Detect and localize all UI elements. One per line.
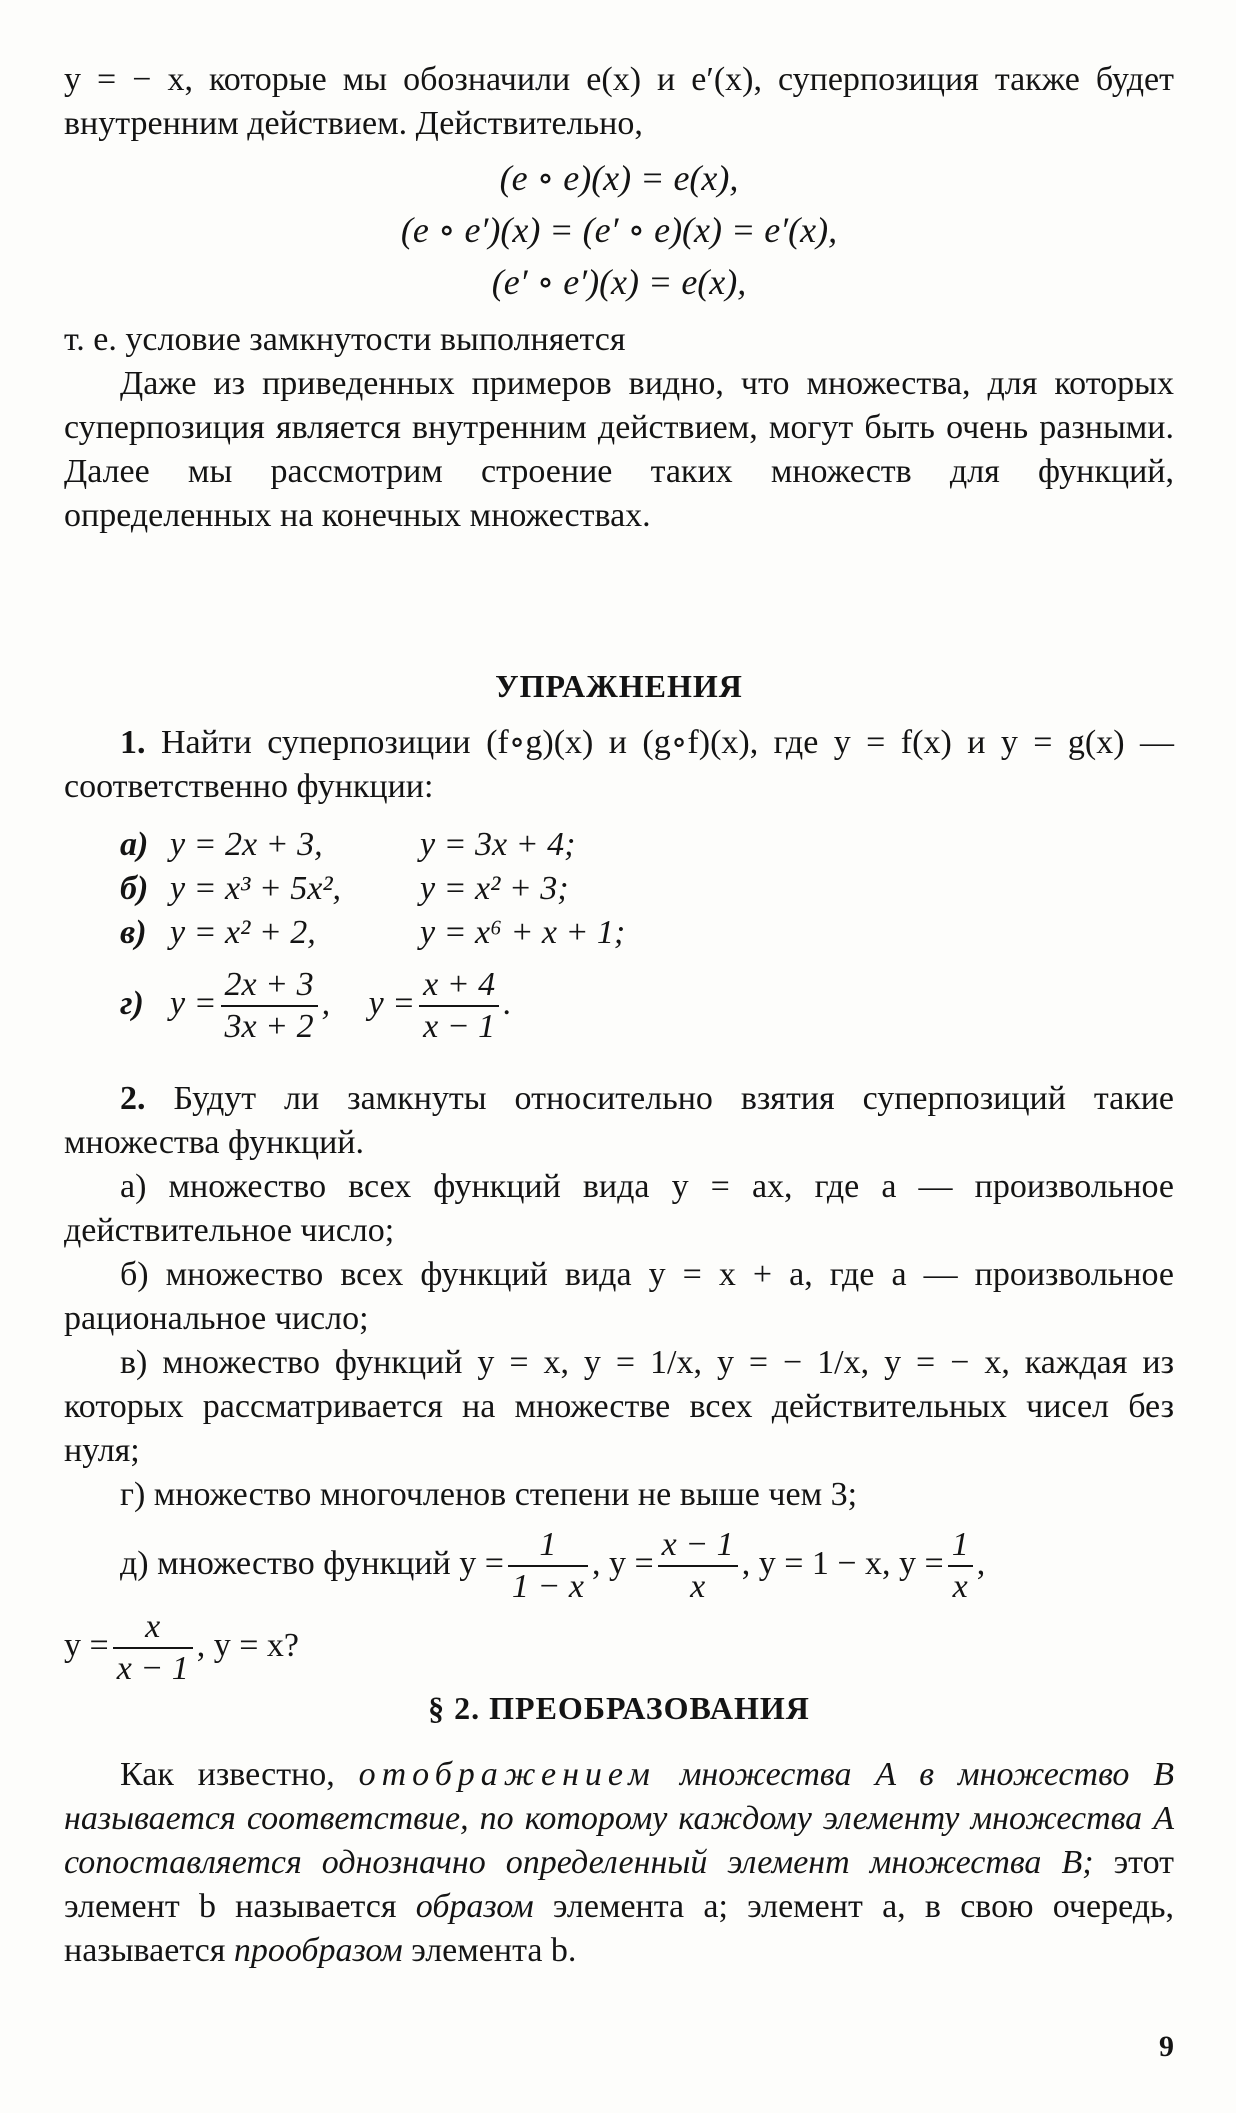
exercise-1-number: 1. [120, 724, 146, 761]
term-image: образом [415, 1888, 534, 1925]
equation-1: (e ∘ e)(x) = e(x), [499, 158, 739, 198]
term-preimage: прообразом [233, 1932, 403, 1969]
section-2-heading: § 2. ПРЕОБРАЗОВАНИЯ [428, 1690, 810, 1726]
exercise-2-d: г) множество многочленов степени не выше чем 3; [120, 1476, 858, 1513]
fraction: $\frac{x + 4}{x - 1}$ [419, 965, 499, 1047]
equation-2: (e ∘ e′)(x) = (e′ ∘ e)(x) = e′(x), [400, 210, 838, 250]
intro-paragraph: Даже из приведенных примеров видно, что множества, для которых суперпозиция является внутренним действием, могут быть очень разными. Далее мы рассмотрим строение таких множеств для функций, определенных на конечных множествах. [64, 365, 1174, 534]
intro-block [64, 58, 1174, 538]
fraction: $\frac{1}{1 - x}$ [508, 1525, 588, 1607]
page-number: 9 [1159, 2030, 1174, 2063]
exercise-1-items [64, 823, 1174, 1047]
exercise-2-number: 2. [120, 1080, 146, 1117]
term-mapping: отображением [358, 1756, 656, 1793]
intro-line: y = − x, которые мы обозначили e(x) и e′(x), суперпозиция также будет внутренним действием. Действительно, [64, 61, 1174, 142]
exercise-1-item-a: а) y = 2x + 3, y = 3x + 4; [120, 826, 576, 863]
equation-3: (e′ ∘ e′)(x) = e(x), [491, 262, 747, 302]
exercise-1-text [64, 721, 1174, 809]
exercise-2-statement: Будут ли замкнуты относительно взятия суперпозиций такие множества функций. [64, 1080, 1175, 1161]
exercise-1-item-d: г) y = $\frac{2x + 3}{3x + 2}$ , y = $\frac{x + 4}{x - 1}$ . [120, 966, 512, 1045]
exercise-1-item-c: в) y = x² + 2, y = x⁶ + x + 1; [120, 914, 626, 951]
fraction: $\frac{x}{x - 1}$ [113, 1607, 193, 1689]
fraction: $\frac{1}{x}$ [948, 1525, 973, 1607]
section-2-paragraph: Как известно, отображением множества A в множество B называется соответствие, по которому каждому элементу множества A сопоставляется однозначно определенный элемент множества B; этот элемент b называется образом элемента a; элемент a, в свою очередь, называется прообразом элемента b. [64, 1756, 1175, 1969]
exercise-2-c: в) множество функций y = x, y = 1/x, y = − 1/x, y = − x, каждая из которых рассматривается на множестве всех действительных чисел без нуля; [64, 1344, 1174, 1469]
exercises-heading: УПРАЖНЕНИЯ [495, 668, 743, 704]
exercise-2-b: б) множество всех функций вида y = x + a, где a — произвольное рациональное число; [64, 1256, 1174, 1337]
exercise-1-statement: Найти суперпозиции (f∘g)(x) и (g∘f)(x), где y = f(x) и y = g(x) — соответственно функции: [64, 724, 1175, 805]
fraction: $\frac{2x + 3}{3x + 2}$ [221, 965, 318, 1047]
section-2-block [64, 1690, 1174, 1973]
exercise-2-e: д) множество функций y = $\frac{1}{1 - x}$ , y = $\frac{x - 1}{x}$ , y = 1 − x, y = $\frac{1}{x}$ , [120, 1526, 986, 1605]
exercise-2-text [64, 1077, 1174, 1165]
closure-line: т. е. условие замкнутости выполняется [64, 321, 626, 358]
fraction: $\frac{x - 1}{x}$ [658, 1525, 738, 1607]
exercises-block [64, 668, 1174, 1689]
exercise-2-e-line2: y = $\frac{x}{x - 1}$ , y = x? [64, 1608, 299, 1687]
exercise-2-a: а) множество всех функций вида y = ax, где a — произвольное действительное число; [64, 1168, 1174, 1249]
exercise-1-item-b: б) y = x³ + 5x², y = x² + 3; [120, 870, 569, 907]
